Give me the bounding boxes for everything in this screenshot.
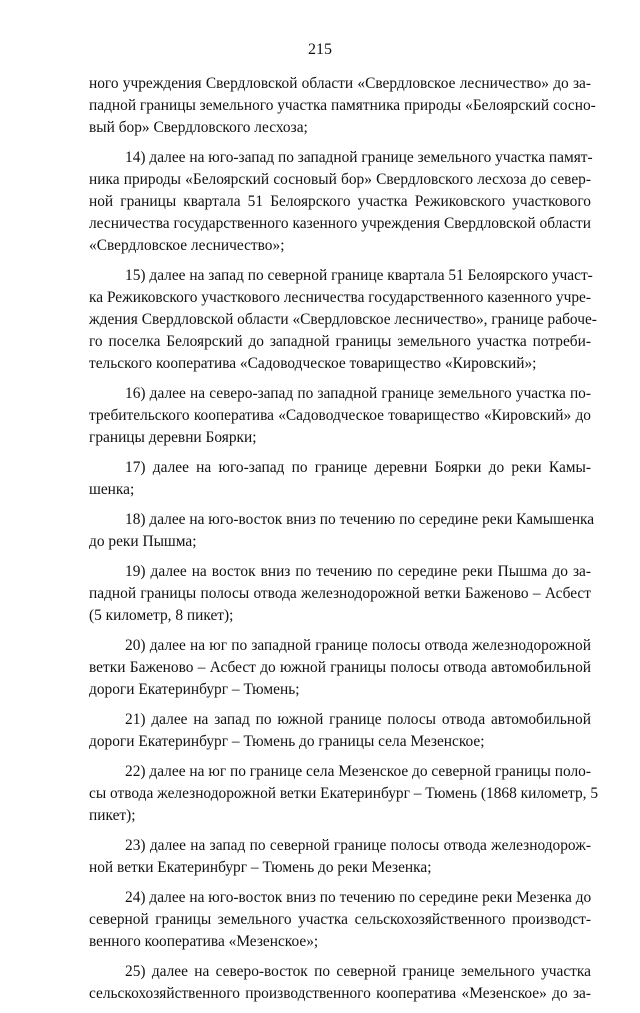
text-line: тельского кооператива «Садоводческое товарищество «Кировский»; bbox=[89, 355, 537, 372]
paragraph bbox=[89, 635, 591, 701]
text-line: ка Режиковского участкового лесничества государственного казенного учре- bbox=[89, 289, 591, 306]
paragraph bbox=[89, 887, 591, 953]
text-line: падной границы полосы отвода железнодорожной ветки Баженово – Асбест bbox=[89, 585, 591, 602]
text-line: требительского кооператива «Садоводческое товарищество «Кировский» до bbox=[89, 407, 591, 424]
text-line: «Свердловское лесничество»; bbox=[89, 237, 285, 254]
text-line: северной границы земельного участка сельскохозяйственного производст- bbox=[89, 911, 591, 928]
text-line: ветки Баженово – Асбест до южной границы полосы отвода автомобильной bbox=[89, 659, 591, 676]
text-line: падной границы земельного участка памятника природы «Белоярский сосно- bbox=[89, 97, 596, 114]
paragraph bbox=[89, 383, 591, 449]
paragraph bbox=[89, 73, 596, 139]
text-line: лесничества государственного казенного учреждения Свердловской области bbox=[89, 215, 591, 232]
text-line: ной ветки Екатеринбург – Тюмень до реки Мезенка; bbox=[89, 859, 432, 876]
text-line: шенка; bbox=[89, 481, 135, 498]
paragraph bbox=[89, 265, 597, 375]
text-line: границы деревни Боярки; bbox=[89, 429, 257, 446]
text-line: 16) далее на северо-запад по западной границе земельного участка по- bbox=[125, 385, 591, 402]
text-line: 17) далее на юго-запад по границе деревни Боярки до реки Камы- bbox=[125, 459, 591, 476]
text-line: ного учреждения Свердловской области «Свердловское лесничество» до за- bbox=[89, 75, 591, 92]
text-line: ждения Свердловской области «Свердловское лесничество», границе рабоче- bbox=[89, 311, 597, 328]
document-body bbox=[89, 73, 599, 1013]
text-line: до реки Пышма; bbox=[89, 533, 197, 550]
paragraph bbox=[89, 961, 591, 1005]
text-line: дороги Екатеринбург – Тюмень до границы села Мезенское; bbox=[89, 733, 485, 750]
text-line: 25) далее на северо-восток по северной границе земельного участка bbox=[125, 963, 591, 980]
text-line: 18) далее на юго-восток вниз по течению по середине реки Камышенка bbox=[125, 511, 595, 528]
text-line: вый бор» Свердловского лесхоза; bbox=[89, 119, 308, 136]
text-line: пикет); bbox=[89, 807, 136, 824]
text-line: го поселка Белоярский до западной границы земельного участка потреби- bbox=[89, 333, 591, 350]
text-line: 21) далее на запад по южной границе полосы отвода автомобильной bbox=[125, 711, 591, 728]
text-line: (5 километр, 8 пикет); bbox=[89, 607, 234, 624]
text-line: сельскохозяйственного производственного кооператива «Мезенское» до за- bbox=[89, 985, 591, 1002]
text-line: дороги Екатеринбург – Тюмень; bbox=[89, 681, 300, 698]
text-line: 20) далее на юг по западной границе полосы отвода железнодорожной bbox=[125, 637, 591, 654]
paragraph bbox=[89, 147, 591, 257]
paragraph bbox=[89, 457, 591, 501]
text-line: ника природы «Белоярский сосновый бор» Свердловского лесхоза до север- bbox=[89, 171, 591, 188]
text-line: 15) далее на запад по северной границе квартала 51 Белоярского участ- bbox=[125, 267, 593, 284]
paragraph bbox=[89, 561, 591, 627]
text-line: венного кооператива «Мезенское»; bbox=[89, 933, 319, 950]
page-number: 215 bbox=[308, 41, 332, 58]
text-line: сы отвода железнодорожной ветки Екатеринбург – Тюмень (1868 километр, 5 bbox=[89, 785, 599, 802]
text-line: 19) далее на восток вниз по течению по середине реки Пышма до за- bbox=[125, 563, 591, 580]
text-line: 23) далее на запад по северной границе полосы отвода железнодорож- bbox=[125, 837, 591, 854]
text-line: ной границы квартала 51 Белоярского участка Режиковского участкового bbox=[89, 193, 591, 210]
text-line: 24) далее на юго-восток вниз по течению по середине реки Мезенка до bbox=[125, 889, 592, 906]
paragraph bbox=[89, 709, 591, 753]
paragraph bbox=[89, 509, 595, 553]
text-line: 14) далее на юго-запад по западной границе земельного участка памят- bbox=[125, 149, 593, 166]
paragraph bbox=[89, 761, 599, 827]
text-line: 22) далее на юг по границе села Мезенское до северной границы поло- bbox=[125, 763, 591, 780]
paragraph bbox=[89, 835, 591, 879]
